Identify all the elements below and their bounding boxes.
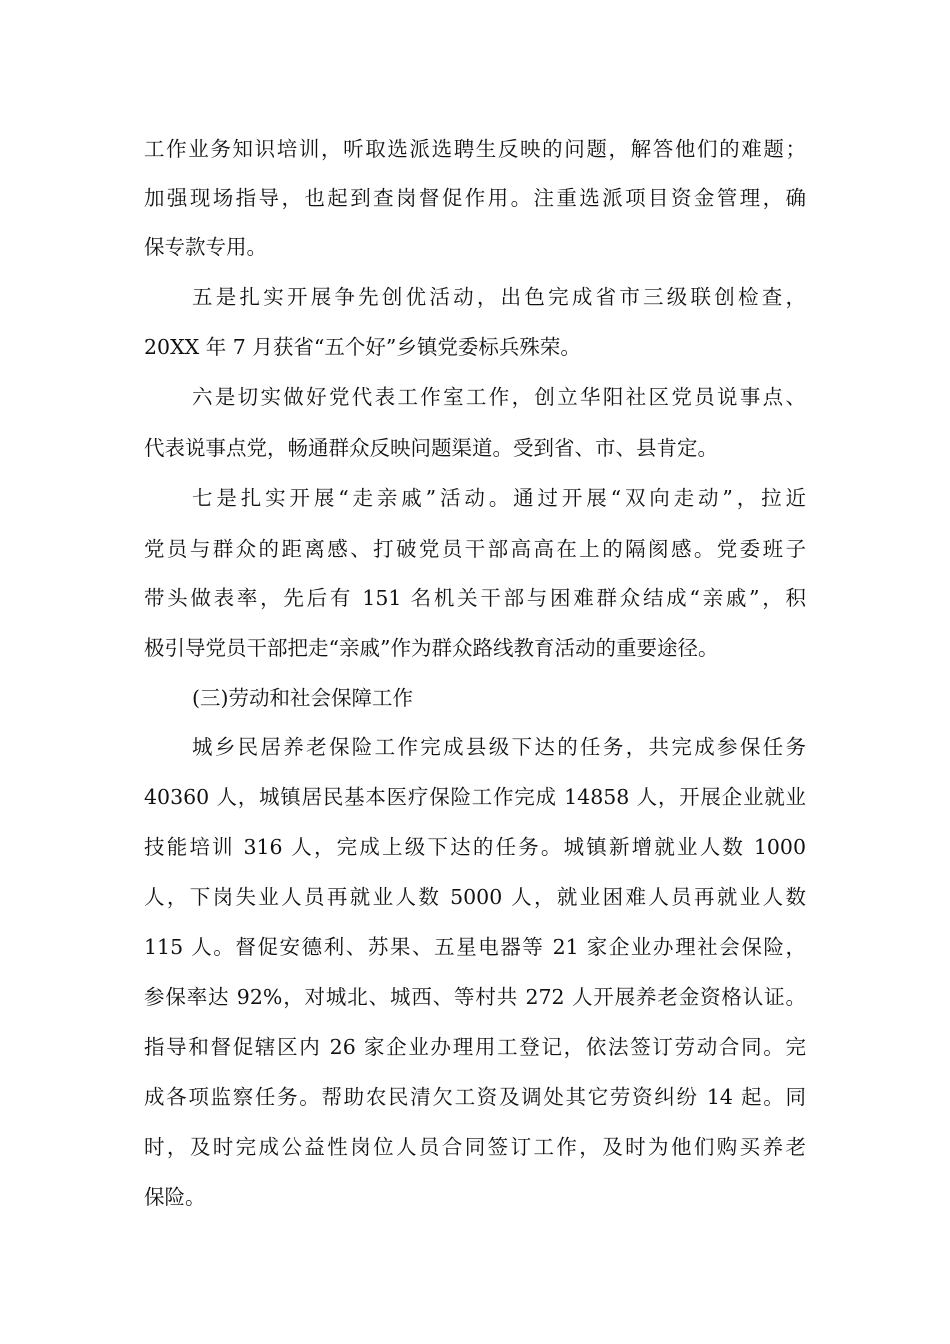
text-line: 人，下岗失业人员再就业人数 5000 人，就业困难人员再就业人数 [144,885,806,909]
text-line: 保专款专用。 [144,235,267,259]
text-line: 加强现场指导，也起到查岗督促作用。注重选派项目资金管理，确 [144,186,806,210]
text-line: 党员与群众的距离感、打破党员干部高高在上的隔阂感。党委班子 [144,537,806,561]
text-line: 保险。 [144,1185,206,1209]
text-line: 成各项监察任务。帮助农民清欠工资及调处其它劳资纠纷 14 起。同 [144,1085,806,1109]
text-line: 技能培训 316 人，完成上级下达的任务。城镇新增就业人数 1000 [144,835,806,859]
text-line: 参保率达 92%，对城北、城西、等村共 272 人开展养老金资格认证。 [144,985,806,1009]
section-heading: (三)劳动和社会保障工作 [192,686,413,710]
text-line: 代表说事点党，畅通群众反映问题渠道。受到省、市、县肯定。 [144,436,718,460]
text-line: 极引导党员干部把走“亲戚”作为群众路线教育活动的重要途径。 [144,636,719,660]
text-line: 带头做表率，先后有 151 名机关干部与困难群众结成“亲戚”，积 [144,586,806,610]
text-line: 20XX 年 7 月获省“五个好”乡镇党委标兵殊荣。 [144,335,581,359]
text-line: 时，及时完成公益性岗位人员合同签订工作，及时为他们购买养老 [144,1135,806,1159]
text-line: 工作业务知识培训，听取选派选聘生反映的问题，解答他们的难题； [144,137,806,161]
paragraph-five-start: 五是扎实开展争先创优活动，出色完成省市三级联创检查， [192,285,806,309]
text-line: 指导和督促辖区内 26 家企业办理用工登记，依法签订劳动合同。完 [144,1035,806,1059]
paragraph-seven-start: 七是扎实开展“走亲戚”活动。通过开展“双向走动”，拉近 [192,486,806,510]
text-line: 115 人。督促安德利、苏果、五星电器等 21 家企业办理社会保险， [144,935,806,959]
paragraph-six-start: 六是切实做好党代表工作室工作，创立华阳社区党员说事点、 [192,385,806,409]
text-line: 40360 人，城镇居民基本医疗保险工作完成 14858 人，开展企业就业 [144,785,806,809]
paragraph-labor-start: 城乡民居养老保险工作完成县级下达的任务，共完成参保任务 [192,735,806,759]
